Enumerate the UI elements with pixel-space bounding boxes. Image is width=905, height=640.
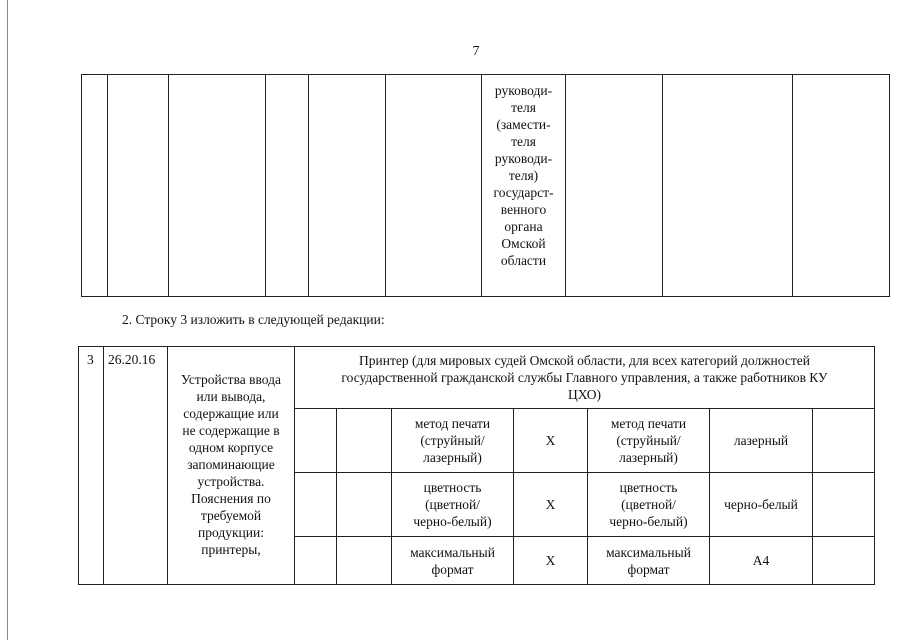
characteristic-line: черно-белый) xyxy=(609,514,688,529)
position-line: руководи- xyxy=(494,151,553,166)
position-line: органа xyxy=(504,219,543,234)
mark-cell: X xyxy=(514,409,588,473)
category-line: или вывода, xyxy=(196,389,266,404)
position-line: руководи- xyxy=(494,83,553,98)
position-line: теля) xyxy=(508,168,539,183)
category-line: не содержащие в xyxy=(182,423,280,438)
value-cell: А4 xyxy=(710,537,813,585)
category-line: одном корпусе xyxy=(188,440,274,455)
empty-cell xyxy=(793,75,890,297)
instruction-text: 2. Строку 3 изложить в следующей редакции: xyxy=(122,312,385,327)
position-line: государст- xyxy=(493,185,554,200)
characteristic-line: лазерный) xyxy=(619,450,678,465)
category-line: Устройства ввода xyxy=(180,372,282,387)
category-line: принтеры, xyxy=(201,542,261,557)
characteristic-cell xyxy=(392,473,514,537)
position-title-cell xyxy=(482,75,566,297)
characteristic-line: черно-белый) xyxy=(413,514,492,529)
empty-cell xyxy=(309,75,386,297)
empty-cell xyxy=(169,75,266,297)
characteristic-cell xyxy=(588,537,710,585)
empty-cell xyxy=(108,75,169,297)
characteristic-line: цветность xyxy=(619,480,678,495)
empty-cell xyxy=(337,473,392,537)
category-line: требуемой xyxy=(200,508,262,523)
mark-cell: X xyxy=(514,473,588,537)
empty-cell xyxy=(295,537,337,585)
value-cell: черно-белый xyxy=(710,473,813,537)
row-number: 3 xyxy=(79,347,104,585)
continued-table xyxy=(81,74,890,297)
empty-cell xyxy=(663,75,793,297)
characteristic-line: (струйный/ xyxy=(616,433,681,448)
page-number: 7 xyxy=(472,43,480,58)
characteristic-line: (цветной/ xyxy=(425,497,480,512)
position-line: венного xyxy=(500,202,547,217)
empty-cell xyxy=(813,473,875,537)
characteristic-cell xyxy=(588,409,710,473)
empty-cell xyxy=(386,75,482,297)
empty-cell xyxy=(295,473,337,537)
position-line: теля xyxy=(511,100,536,115)
row3-table xyxy=(78,346,875,585)
category-line: устройства. xyxy=(197,474,265,489)
characteristic-cell xyxy=(588,473,710,537)
characteristic-line: (струйный/ xyxy=(420,433,485,448)
okpd-code: 26.20.16 xyxy=(104,347,168,585)
empty-cell xyxy=(337,537,392,585)
characteristic-line: метод печати xyxy=(414,416,491,431)
category-description xyxy=(168,347,295,585)
characteristic-line: формат xyxy=(431,561,474,577)
page-edge-line xyxy=(7,0,8,640)
position-line: теля xyxy=(511,134,536,149)
empty-cell xyxy=(566,75,663,297)
empty-cell xyxy=(813,409,875,473)
characteristic-line: метод печати xyxy=(610,416,687,431)
category-line: запоминающие xyxy=(187,457,275,472)
position-line: (замести- xyxy=(496,117,551,132)
mark-cell: X xyxy=(514,537,588,585)
position-line: Омской xyxy=(501,236,546,251)
empty-cell xyxy=(266,75,309,297)
header-line: ЦХО) xyxy=(567,387,602,402)
characteristic-cell xyxy=(392,409,514,473)
characteristic-line: максимальный xyxy=(606,544,691,560)
position-line: области xyxy=(500,253,547,268)
characteristic-line: цветность xyxy=(423,480,482,495)
category-line: содержащие или xyxy=(183,406,279,421)
category-line: продукции: xyxy=(198,525,264,540)
characteristic-cell xyxy=(392,537,514,585)
header-line: государственной гражданской службы Главного управления, а также работников КУ xyxy=(341,370,828,385)
empty-cell xyxy=(337,409,392,473)
printer-header xyxy=(295,347,875,409)
category-line: Пояснения по xyxy=(191,491,271,506)
empty-cell xyxy=(82,75,108,297)
header-line: Принтер (для мировых судей Омской области, для всех категорий должностей xyxy=(359,353,810,368)
empty-cell xyxy=(295,409,337,473)
characteristic-line: лазерный) xyxy=(423,450,482,465)
characteristic-line: максимальный xyxy=(410,544,495,560)
empty-cell xyxy=(813,537,875,585)
characteristic-line: (цветной/ xyxy=(621,497,676,512)
value-cell: лазерный xyxy=(710,409,813,473)
characteristic-line: формат xyxy=(627,561,670,577)
